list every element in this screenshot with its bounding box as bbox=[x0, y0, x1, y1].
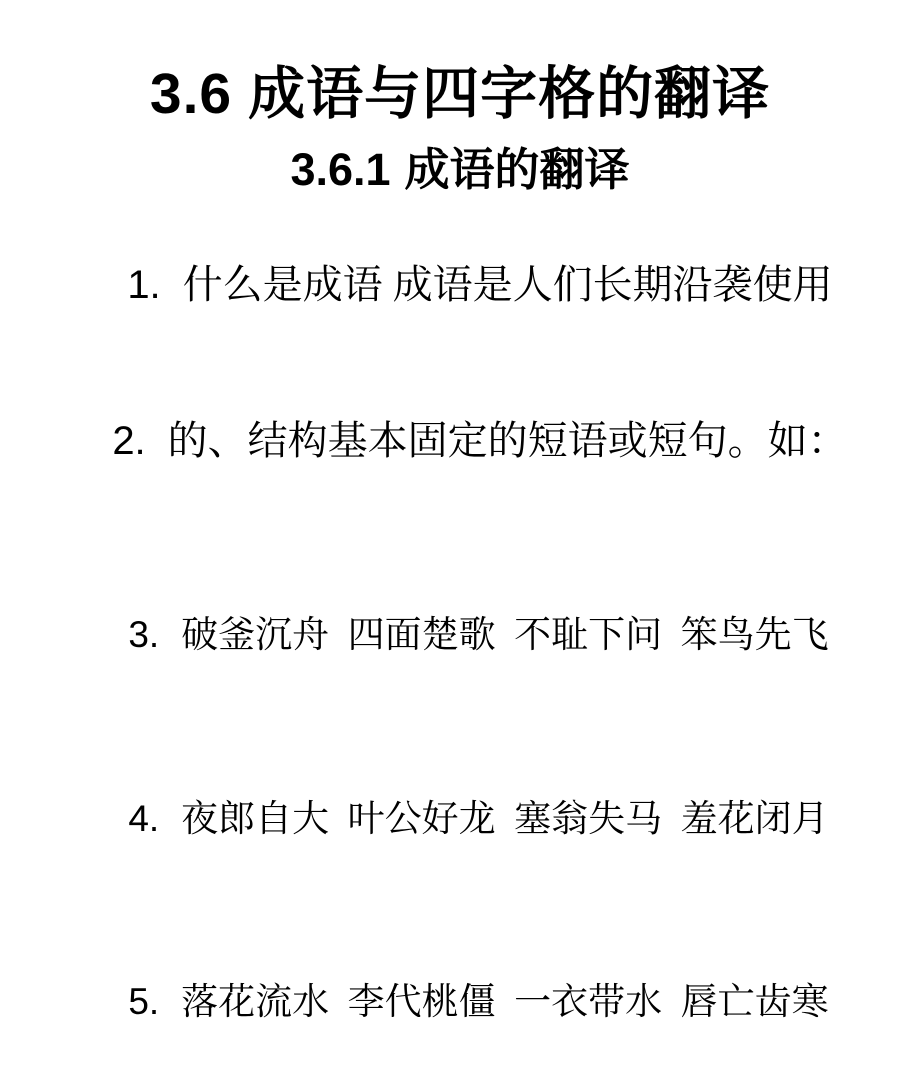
list-item-text: 落花流水 李代桃僵 一衣带水 唇亡齿寒 bbox=[181, 982, 829, 1024]
subtitle-section-number: 3.6.1 bbox=[290, 144, 391, 196]
list-item bbox=[0, 563, 920, 708]
slide-title bbox=[0, 60, 920, 129]
list-item bbox=[0, 207, 920, 363]
list-item-number: 3. bbox=[128, 614, 160, 656]
title-section-number: 3.6 bbox=[149, 62, 233, 126]
title-text: 成语与四字格的翻译 bbox=[248, 63, 771, 126]
list-item-number: 2. bbox=[112, 419, 146, 464]
list-item bbox=[0, 930, 920, 1075]
list-item bbox=[0, 747, 920, 892]
list-item-text: 什么是成语 成语是人们长期沿袭使用 bbox=[182, 262, 833, 308]
list-item-number: 4. bbox=[128, 797, 160, 839]
list-item-number: 1. bbox=[127, 263, 161, 308]
list-item-number: 5. bbox=[128, 981, 160, 1023]
slide-subtitle bbox=[0, 143, 920, 197]
subtitle-text: 成语的翻译 bbox=[404, 145, 630, 196]
list-item bbox=[0, 363, 920, 519]
list-item-text: 的、结构基本固定的短语或短句。如： bbox=[167, 418, 848, 464]
list-item-text: 破釜沉舟 四面楚歌 不耻下问 笨鸟先飞 bbox=[181, 615, 829, 657]
list-item-text: 夜郎自大 叶公好龙 塞翁失马 羞花闭月 bbox=[181, 798, 829, 840]
